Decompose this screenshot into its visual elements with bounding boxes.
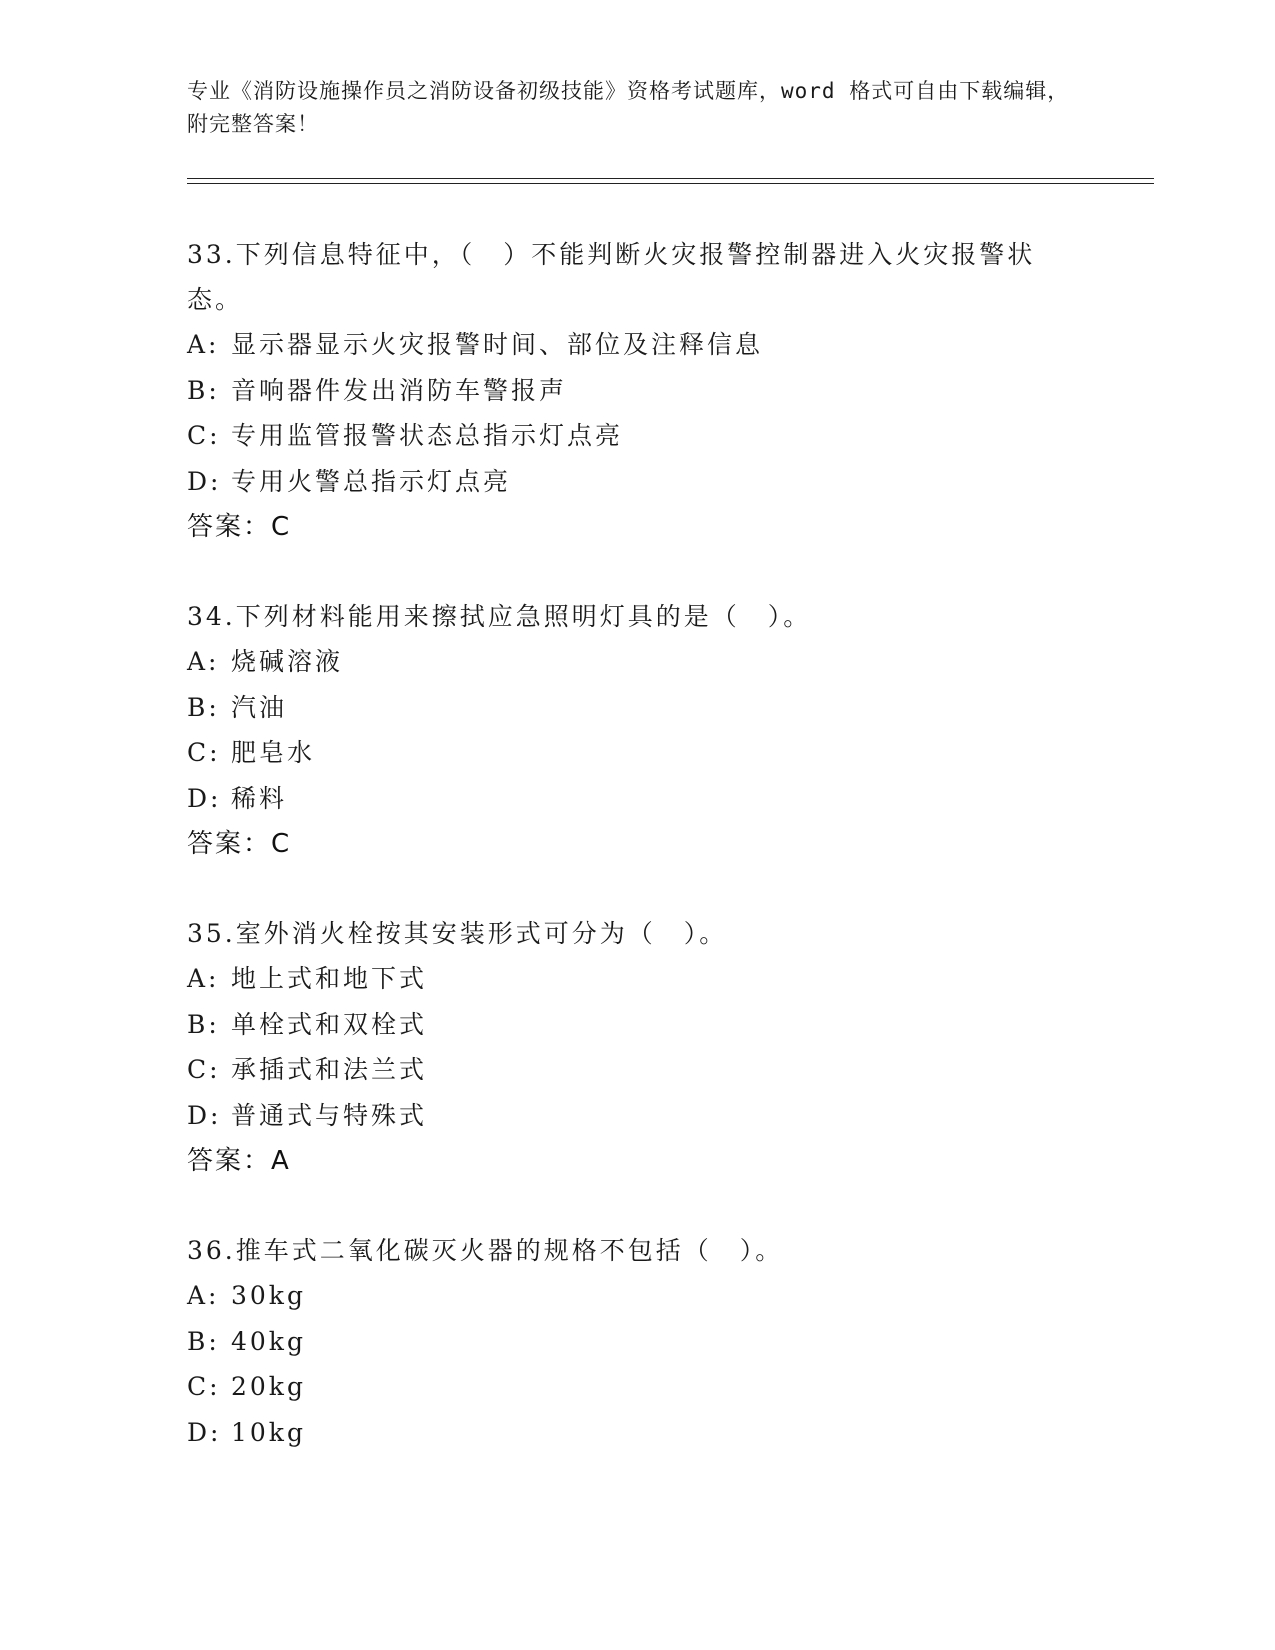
question-option — [187, 368, 1087, 414]
header-divider-line — [187, 183, 1154, 184]
option-letter: D: — [187, 1417, 222, 1447]
question-option — [187, 685, 1087, 731]
question-answer: 答案：C — [187, 512, 292, 542]
question-option — [187, 1410, 1087, 1456]
question-stem: 34.下列材料能用来擦拭应急照明灯具的是（ ）。 — [187, 602, 812, 631]
option-letter: D: — [187, 1100, 222, 1130]
question-option — [187, 1047, 1087, 1093]
question-option — [187, 639, 1087, 685]
option-letter: B: — [187, 1009, 220, 1039]
option-text: 单栓式和双栓式 — [231, 1009, 428, 1039]
option-letter: A: — [187, 1281, 220, 1310]
option-letter: B: — [187, 1326, 220, 1356]
option-letter: C: — [187, 1372, 221, 1401]
question-stem: 36.推车式二氧化碳灭火器的规格不包括（ ）。 — [187, 1236, 784, 1265]
option-text: 烧碱溶液 — [231, 647, 344, 676]
question-option — [187, 1273, 1087, 1319]
question-stem: 33.下列信息特征中，（ ）不能判断火灾报警控制器进入火灾报警状态。 — [187, 240, 1036, 314]
question-option — [187, 459, 1087, 505]
option-text: 10kg — [231, 1417, 306, 1447]
question-item — [187, 911, 1087, 1184]
header-divider-line — [187, 178, 1154, 179]
question-option — [187, 413, 1087, 459]
document-header: 专业《消防设施操作员之消防设备初级技能》资格考试题库，word 格式可自由下载编辑，附完整答案！ — [187, 79, 1070, 136]
question-stem: 35.室外消火栓按其安装形式可分为（ ）。 — [187, 919, 728, 948]
question-option — [187, 730, 1087, 776]
question-item — [187, 232, 1087, 550]
question-answer: 答案：A — [187, 1146, 291, 1176]
question-option — [187, 1364, 1087, 1410]
option-letter: B: — [187, 692, 220, 722]
option-text: 肥皂水 — [231, 738, 316, 767]
option-text: 承插式和法兰式 — [231, 1055, 428, 1084]
option-text: 稀料 — [231, 783, 288, 813]
option-letter: C: — [187, 738, 221, 767]
option-text: 普通式与特殊式 — [231, 1100, 428, 1130]
question-option — [187, 322, 1087, 368]
option-text: 30kg — [231, 1281, 306, 1310]
option-text: 汽油 — [231, 692, 288, 722]
question-item — [187, 594, 1087, 867]
question-option — [187, 956, 1087, 1002]
option-text: 音响器件发出消防车警报声 — [231, 375, 568, 405]
option-text: 显示器显示火灾报警时间、部位及注释信息 — [231, 330, 764, 359]
option-letter: C: — [187, 421, 221, 450]
option-text: 专用监管报警状态总指示灯点亮 — [231, 421, 624, 450]
option-letter: A: — [187, 647, 220, 676]
option-letter: C: — [187, 1055, 221, 1084]
option-letter: B: — [187, 375, 220, 405]
question-option — [187, 776, 1087, 822]
option-letter: D: — [187, 783, 222, 813]
question-option — [187, 1093, 1087, 1139]
question-list — [187, 232, 1087, 1499]
option-text: 40kg — [231, 1326, 306, 1356]
question-option — [187, 1319, 1087, 1365]
option-text: 专用火警总指示灯点亮 — [231, 466, 512, 496]
option-text: 地上式和地下式 — [231, 964, 428, 993]
question-answer: 答案：C — [187, 829, 292, 859]
question-item — [187, 1228, 1087, 1455]
option-letter: A: — [187, 330, 220, 359]
option-letter: A: — [187, 964, 220, 993]
question-option — [187, 1002, 1087, 1048]
option-text: 20kg — [231, 1372, 306, 1401]
option-letter: D: — [187, 466, 222, 496]
